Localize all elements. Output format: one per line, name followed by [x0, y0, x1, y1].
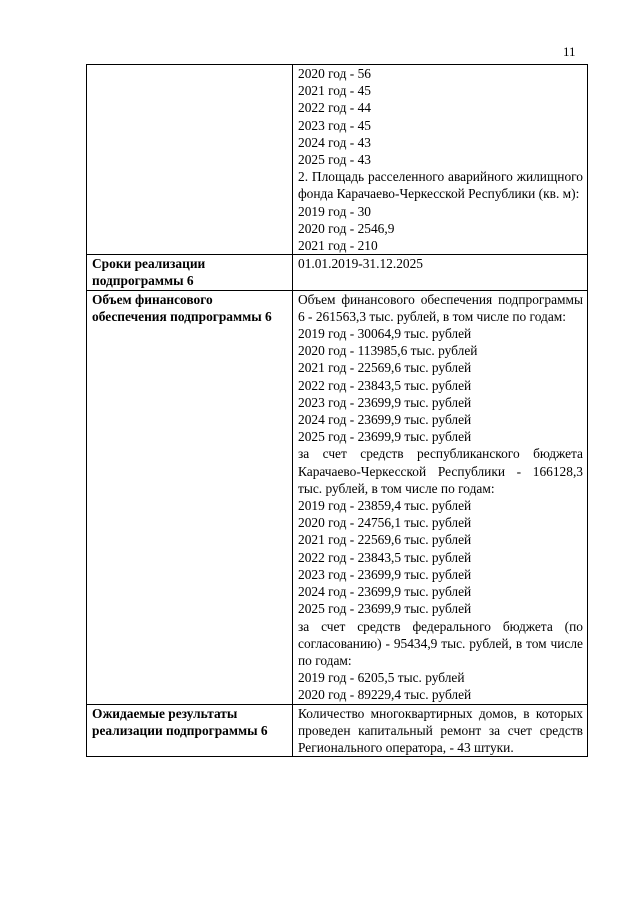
republic-budget-intro: за счет средств республиканского бюджета Карачаево-Черкесской Республики - 166128,3 тыс. рублей, в том числе по годам: [298, 446, 583, 496]
table-row [87, 65, 588, 255]
list-item: 2024 год - 23699,9 тыс. рублей [298, 584, 472, 600]
list-item: 2025 год - 23699,9 тыс. рублей [298, 429, 472, 445]
list-item: 2025 год - 23699,9 тыс. рублей [298, 601, 472, 617]
list-item: 2020 год - 113985,6 тыс. рублей [298, 343, 478, 359]
list-item: 2021 год - 22569,6 тыс. рублей [298, 532, 472, 548]
page-number: 11 [563, 44, 576, 59]
list-item: 2025 год - 43 [298, 152, 371, 168]
list-item: 2019 год - 6205,5 тыс. рублей [298, 670, 465, 686]
federal-budget-intro: за счет средств федерального бюджета (по согласованию) - 95434,9 тыс. рублей, в том числе по годам: [298, 618, 583, 668]
list-item: 2020 год - 24756,1 тыс. рублей [298, 515, 472, 531]
list-item: 2019 год - 30064,9 тыс. рублей [298, 326, 472, 342]
indicator-paragraph: 2. Площадь расселенного аварийного жилищного фонда Карачаево-Черкесской Республики (кв. м): [298, 169, 583, 202]
row-label [87, 65, 293, 255]
list-item: 2022 год - 23843,5 тыс. рублей [298, 377, 472, 393]
row-label-financing: Объем финансового обеспечения подпрограммы 6 [87, 290, 293, 704]
financing-cell [293, 290, 588, 704]
list-item: 2023 год - 23699,9 тыс. рублей [298, 394, 472, 410]
table-row [87, 255, 588, 290]
financing-intro: Объем финансового обеспечения подпрограммы 6 - 261563,3 тыс. рублей, в том числе по годам: [298, 291, 583, 324]
list-item: 2019 год - 30 [298, 203, 371, 219]
list-item: 2019 год - 23859,4 тыс. рублей [298, 498, 472, 514]
row-label-terms: Сроки реализации подпрограммы 6 [87, 255, 293, 290]
list-item: 2020 год - 89229,4 тыс. рублей [298, 687, 472, 703]
list-item: 2022 год - 44 [298, 100, 371, 116]
list-item: 2023 год - 45 [298, 117, 371, 133]
indicators-cell [293, 65, 588, 255]
list-item: 2021 год - 210 [298, 238, 378, 254]
list-item: 2020 год - 2546,9 [298, 220, 395, 236]
list-item: 2021 год - 22569,6 тыс. рублей [298, 360, 472, 376]
row-label-results: Ожидаемые результаты реализации подпрограммы 6 [87, 704, 293, 757]
list-item: 2021 год - 45 [298, 83, 371, 99]
list-item: 2020 год - 56 [298, 66, 371, 81]
list-item: 2023 год - 23699,9 тыс. рублей [298, 566, 472, 582]
terms-value: 01.01.2019-31.12.2025 [293, 255, 588, 290]
list-item: 2024 год - 23699,9 тыс. рублей [298, 412, 472, 428]
list-item: 2022 год - 23843,5 тыс. рублей [298, 549, 472, 565]
table-row [87, 290, 588, 704]
table-row [87, 704, 588, 757]
results-value: Количество многоквартирных домов, в которых проведен капитальный ремонт за счет средств Регионального оператора, - 43 штуки. [293, 704, 588, 757]
subprogram-passport-table [86, 64, 588, 757]
list-item: 2024 год - 43 [298, 134, 371, 150]
